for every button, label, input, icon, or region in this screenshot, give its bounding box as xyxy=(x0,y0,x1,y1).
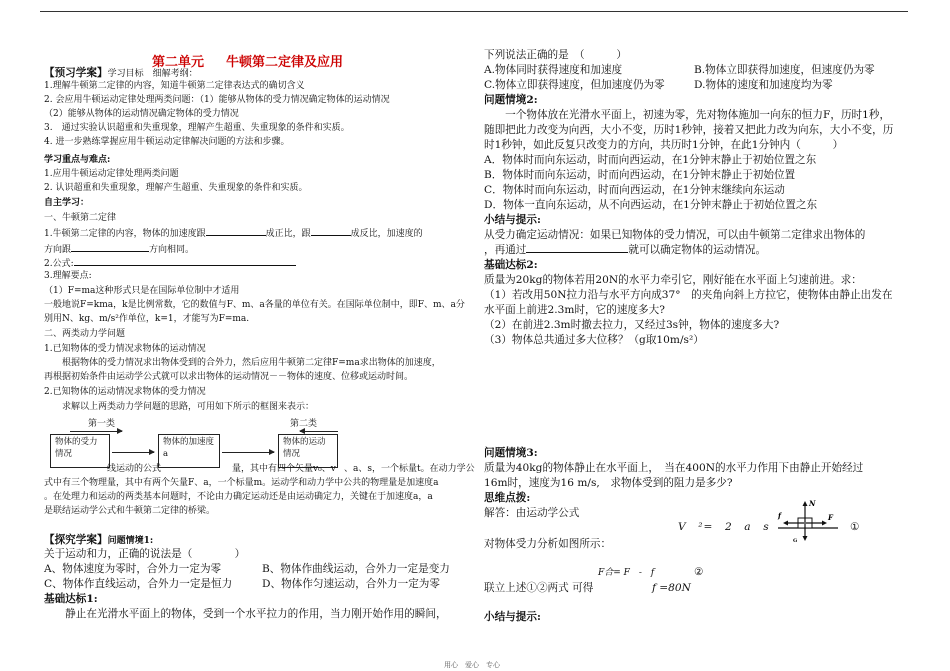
q3-title: 问题情境3: xyxy=(484,447,538,459)
understand-1: （1）F=ma这种形式只是在国际单位制中才适用 xyxy=(44,286,240,296)
force-diagram xyxy=(776,498,840,544)
q1-option-d: D、物体作匀速运动，合外力一定为零 xyxy=(262,578,440,590)
q3-line-2: 16m时，速度为16 m/s, 求物体受到的阻力是多少? xyxy=(484,477,733,489)
diagram-arrow-2 xyxy=(222,452,274,453)
goal-2b: （2）能够从物体的运动情况确定物体的受力情况 xyxy=(44,109,239,119)
section-1-heading: 一、牛顿第二定律 xyxy=(44,213,117,223)
basic-2-line-3: 水平面上前进2.3m时，它的速度多大? xyxy=(484,304,665,316)
q1-stem: 关于运动和力，正确的说法是（ ） xyxy=(44,548,246,560)
q2-option-c: C．物体时而向东运动，时而向西运动，在1分钟末继续向东运动 xyxy=(484,184,785,196)
basic-1-line: 静止在光滑水平面上的物体，受到一个水平拉力的作用，当力刚开始作用的瞬间， xyxy=(44,608,447,620)
after-diagram-1a: 线运动的公式 xyxy=(44,464,162,474)
label-g: G xyxy=(793,538,798,544)
equation-1-number: ① xyxy=(850,521,860,533)
summary-2-title: 小结与提示: xyxy=(484,611,541,623)
equation-2-number: ② xyxy=(694,566,704,578)
p1-option-b: B.物体立即获得加速度，但速度仍为零 xyxy=(694,64,875,76)
q3-line-1: 质量为40kg的物体静止在水平面上， 当在400N的水平力作用下由静止开始经过 xyxy=(484,462,864,474)
basic-1-title: 基础达标1: xyxy=(44,593,98,605)
type-1-line-1: 根据物体的受力情况求出物体受到的合外力，然后应用牛顿第二定律F=ma求出物体的加速度， xyxy=(44,358,441,368)
q2-line-2: 随即把此力改变为向西，大小不变，历时1秒钟，接着又把此力改为向东，大小不变，历 xyxy=(484,124,894,136)
q2-option-a: A．物体时而向东运动，时而向西运动，在1分钟末静止于初始位置之东 xyxy=(484,154,817,166)
explore-heading: 【探究学案】问题情境1: xyxy=(44,534,154,546)
after-diagram-1c: 、a、s，一个标量t。在动力学公 xyxy=(344,464,475,474)
section-2-heading: 二、两类动力学问题 xyxy=(44,329,126,339)
goal-2: 2. 会应用牛顿运动定律处理两类问题：（1）能够从物体的受力情况确定物体的运动情况 xyxy=(44,95,390,105)
key-point-1: 1.应用牛顿运动定律处理两类问题 xyxy=(44,169,179,179)
force-analysis-text: 对物体受力分析如图所示： xyxy=(484,538,612,550)
q2-option-b: B．物体时而向东运动，时而向西运动，在1分钟末静止于初始位置 xyxy=(484,169,796,181)
summary-line-2: ，再通过 就可以确定物体的运动情况。 xyxy=(484,244,767,256)
result-text: f =80N xyxy=(652,582,691,594)
after-diagram-3: 。在处理力和运动的两类基本问题时，不论由力确定运动还是由运动确定力，关键在于加速度a，a xyxy=(44,492,433,502)
label-f: f xyxy=(778,511,782,520)
basic-2-title: 基础达标2: xyxy=(484,259,538,271)
diagram-box-force: 物体的受力情况 xyxy=(50,434,110,468)
after-diagram-1b: 量，其中有四个矢量v₀、v xyxy=(232,464,336,474)
summary-title: 小结与提示: xyxy=(484,214,541,226)
basic-2-line-1: 质量为20kg的物体若用20N的水平力牵引它，刚好能在水平面上匀速前进。求： xyxy=(484,274,862,286)
formula-line: 2.公式: xyxy=(44,256,296,270)
basic-2-line-2: （1）若改用50N拉力沿与水平方向成37° 的夹角向斜上方拉它，使物体由静止出发在 xyxy=(484,289,893,301)
equation-1: V ²= 2 a s xyxy=(678,521,770,533)
basic-2-line-5: （3）物体总共通过多大位移？（g取10m/s²） xyxy=(484,334,704,346)
q2-line-3: 时1秒钟，如此反复只改变力的方向，共历时1分钟，在此1分钟内（ ） xyxy=(484,139,844,151)
diagram-box-acceleration: 物体的加速度 a xyxy=(158,434,220,468)
preview-heading: 【预习学案】学习目标 细解考纲： xyxy=(44,67,198,79)
diagram-box-motion: 物体的运动情况 xyxy=(278,434,338,468)
summary-line-1: 从受力确定运动情况：如果已知物体的受力情况，可以由牛顿第二定律求出物体的 xyxy=(484,229,866,241)
law-statement: 1.牛顿第二定律的内容，物体的加速度跟 成正比，跟 成反比，加速度的 xyxy=(44,226,423,240)
understand-3: 别用N、kg、m/s²作单位，k=1，才能写为F=ma. xyxy=(44,314,250,324)
key-point-2: 2. 认识超重和失重现象，理解产生超重、失重现象的条件和实质。 xyxy=(44,183,308,193)
understand-heading: 3.理解要点: xyxy=(44,271,92,281)
q1-option-c: C、物体作直线运动，合外力一定是恒力 xyxy=(44,578,233,590)
basic-2-line-4: （2）在前进2.3m时撤去拉力，又经过3s钟，物体的速度多大? xyxy=(484,319,780,331)
q2-title: 问题情境2: xyxy=(484,94,538,106)
goal-4: 4. 进一步熟练掌握应用牛顿运动定律解决问题的方法和步骤。 xyxy=(44,137,290,147)
solution-label: 解答：由运动学公式 xyxy=(484,507,580,519)
p1-option-a: A.物体同时获得速度和加速度 xyxy=(484,64,623,76)
diagram-arrow-first xyxy=(70,431,122,432)
type-2-title: 2.已知物体的运动情况求物体的受力情况 xyxy=(44,387,206,397)
p1-intro: 下列说法正确的是 （ ） xyxy=(484,49,628,61)
self-study-heading: 自主学习： xyxy=(44,198,90,208)
goal-1: 1.理解牛顿第二定律的内容，知道牛顿第二定律表达式的确切含义 xyxy=(44,81,305,91)
q2-option-d: D．物体一直向东运动，从不向西运动，在1分钟末静止于初始位置之东 xyxy=(484,199,818,211)
diagram-label-second: 第二类 xyxy=(290,419,318,429)
understand-2: 一般地说F=kma，k是比例常数，它的数值与F、m、a各量的单位有关。在国际单位制中，即F、m、a分 xyxy=(44,300,465,310)
combine-text: 联立上述①②两式 可得 xyxy=(484,582,594,594)
law-direction: 方向跟 方向相同。 xyxy=(44,242,194,256)
equation-2: F合= F - f xyxy=(598,568,655,578)
q2-line-1: 一个物体放在光滑水平面上，初速为零，先对物体施加一向东的恒力F，历时1秒， xyxy=(484,109,891,121)
q1-option-b: B、物体作曲线运动，合外力一定是变力 xyxy=(262,563,450,575)
title-topic: 牛顿第二定律及应用 xyxy=(226,55,344,70)
q1-option-a: A、物体速度为零时，合外力一定为零 xyxy=(44,563,222,575)
hint-title: 思维点拨: xyxy=(484,492,531,504)
type-1-title: 1.已知物体的受力情况求物体的运动情况 xyxy=(44,344,206,354)
diagram-arrow-second xyxy=(300,431,338,432)
key-points-heading: 学习重点与难点: xyxy=(44,155,111,165)
after-diagram-4: 是联结运动学公式和牛顿第二定律的桥梁。 xyxy=(44,506,216,516)
type-1-line-2: 再根据初始条件由运动学公式就可以求出物体的运动情况－－物体的速度、位移或运动时间。 xyxy=(44,372,414,382)
label-F: F xyxy=(828,513,833,522)
page-footer: 用心 爱心 专心 xyxy=(444,661,500,669)
p1-option-d: D.物体的速度和加速度均为零 xyxy=(694,79,833,91)
diagram-arrow-1 xyxy=(112,452,154,453)
p1-option-c: C.物体立即获得速度，但加速度仍为零 xyxy=(484,79,665,91)
top-rule xyxy=(40,11,908,12)
diagram-label-first: 第一类 xyxy=(88,419,116,429)
type-2-line-1: 求解以上两类动力学问题的思路，可用如下所示的框图来表示： xyxy=(44,402,315,412)
title-unit: 第二单元 xyxy=(152,55,205,70)
after-diagram-2: 式中有三个物理量，其中有两个矢量F、a，一个标量m。运动学和动力学中公共的物理量是加速度a xyxy=(44,478,439,488)
label-n: N xyxy=(809,499,816,508)
goal-3: 3. 通过实验认识超重和失重现象，理解产生超重、失重现象的条件和实质。 xyxy=(44,123,350,133)
